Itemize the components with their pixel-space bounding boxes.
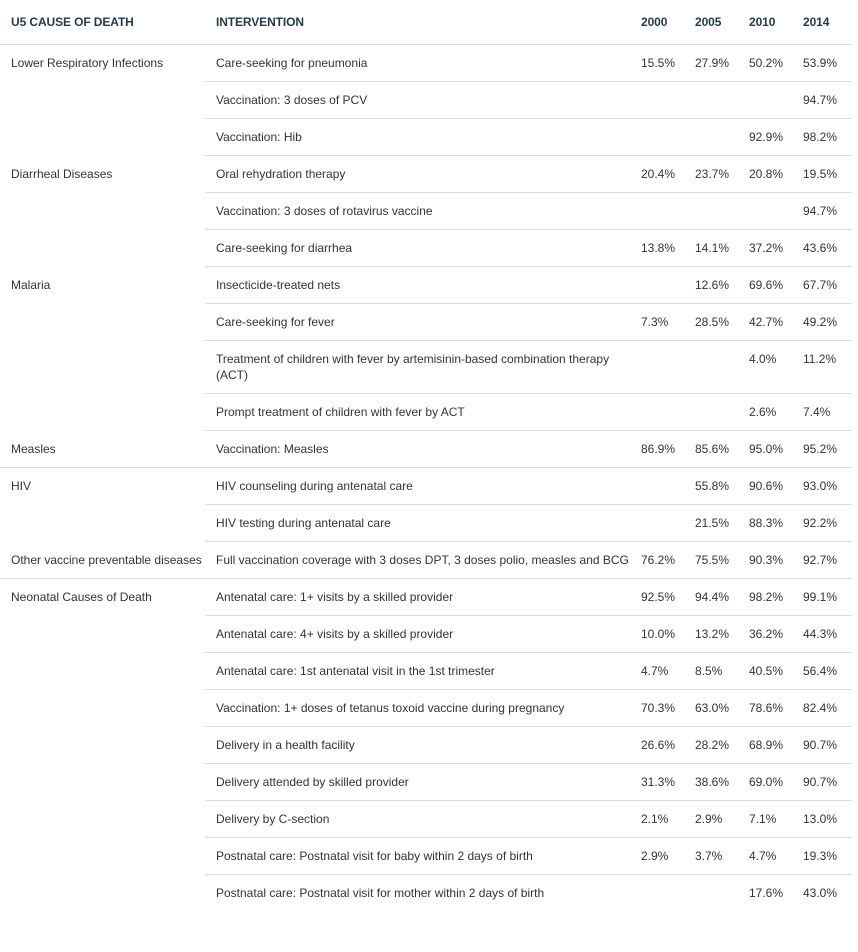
value-cell-2010: 78.6%: [743, 690, 797, 727]
cause-cell: Diarrheal Diseases: [11, 166, 113, 181]
header-cause: U5 CAUSE OF DEATH: [0, 0, 205, 45]
value-cell-2005: 85.6%: [689, 431, 743, 468]
intervention-cell: Delivery attended by skilled provider: [205, 764, 635, 801]
table-row: [0, 45, 852, 82]
intervention-cell: Oral rehydration therapy: [205, 156, 635, 193]
value-cell-2005: [689, 394, 743, 431]
value-cell-2010: 42.7%: [743, 304, 797, 341]
value-cell-2014: 98.2%: [797, 119, 852, 156]
intervention-cell: Antenatal care: 1st antenatal visit in the 1st trimester: [205, 653, 635, 690]
value-cell-2010: 17.6%: [749, 886, 784, 900]
value-cell-2005: 94.4%: [689, 579, 743, 616]
cause-cell: HIV: [11, 479, 32, 493]
value-cell-2010: 68.9%: [743, 727, 797, 764]
table-row: [0, 431, 852, 468]
value-cell-2005: 3.7%: [689, 838, 743, 875]
intervention-cell: Vaccination: Hib: [205, 119, 635, 156]
value-cell-2010: 2.6%: [743, 394, 797, 431]
intervention-cell: Vaccination: 3 doses of rotavirus vaccine: [205, 193, 635, 230]
value-cell-2005: 2.9%: [689, 801, 743, 838]
value-cell-2010: 40.5%: [743, 653, 797, 690]
value-cell-2014: 94.7%: [797, 82, 852, 119]
intervention-cell: Vaccination: 1+ doses of tetanus toxoid vaccine during pregnancy: [205, 690, 635, 727]
table-row: [0, 267, 852, 304]
value-cell-2010: 88.3%: [743, 505, 797, 542]
value-cell-2005: 63.0%: [689, 690, 743, 727]
value-cell-2014: 94.7%: [797, 193, 852, 230]
value-cell-2000: 86.9%: [635, 431, 689, 468]
value-cell-2005: 23.7%: [689, 156, 743, 193]
value-cell-2010: 90.6%: [743, 468, 797, 505]
intervention-cell: Insecticide-treated nets: [205, 267, 635, 304]
value-cell-2014: 93.0%: [797, 468, 852, 505]
value-cell-2000: [635, 82, 689, 119]
value-cell-2000: 10.0%: [635, 616, 689, 653]
cause-cell: Malaria: [11, 277, 51, 292]
value-cell-2014: 7.4%: [797, 394, 852, 431]
value-cell-2005: 27.9%: [689, 45, 743, 82]
intervention-cell: Treatment of children with fever by artemisinin-based combination therapy (ACT): [205, 341, 635, 394]
value-cell-2014: 11.2%: [797, 341, 852, 394]
value-cell-2014: 49.2%: [797, 304, 852, 341]
value-cell-2005: 13.2%: [689, 616, 743, 653]
value-cell-2014: 43.0%: [803, 886, 838, 900]
value-cell-2000: 15.5%: [635, 45, 689, 82]
value-cell-2010: 37.2%: [743, 230, 797, 267]
intervention-cell: Antenatal care: 4+ visits by a skilled provider: [205, 616, 635, 653]
value-cell-2010: 69.0%: [743, 764, 797, 801]
value-cell-2014: 90.7%: [797, 727, 852, 764]
value-cell-2005: 21.5%: [689, 505, 743, 542]
value-cell-2000: 4.7%: [635, 653, 689, 690]
value-cell-2000: [635, 468, 689, 505]
value-cell-2005: [689, 82, 743, 119]
value-cell-2000: [635, 193, 689, 230]
value-cell-2000: 13.8%: [635, 230, 689, 267]
value-cell-2014: 19.3%: [797, 838, 852, 875]
intervention-cell: Full vaccination coverage with 3 doses DPT, 3 doses polio, measles and BCG: [205, 542, 635, 579]
intervention-cell: Delivery in a health facility: [205, 727, 635, 764]
value-cell-2005: 12.6%: [689, 267, 743, 304]
value-cell-2000: 2.9%: [635, 838, 689, 875]
value-cell-2010: 36.2%: [743, 616, 797, 653]
value-cell-2010: 98.2%: [743, 579, 797, 616]
value-cell-2010: [743, 193, 797, 230]
value-cell-2010: 20.8%: [743, 156, 797, 193]
header-year-2005: 2005: [689, 0, 743, 45]
value-cell-2005: 75.5%: [689, 542, 743, 579]
table-row: [0, 579, 852, 616]
intervention-cell: Vaccination: Measles: [205, 431, 635, 468]
cause-cell: Lower Respiratory Infections: [11, 56, 164, 70]
value-cell-2014: 13.0%: [797, 801, 852, 838]
intervention-cell: Vaccination: 3 doses of PCV: [205, 82, 635, 119]
value-cell-2010: 4.7%: [743, 838, 797, 875]
value-cell-2005: 55.8%: [689, 468, 743, 505]
value-cell-2000: [635, 394, 689, 431]
cause-cell: Measles: [0, 431, 205, 468]
header-year-2000: 2000: [635, 0, 689, 45]
intervention-cell: Postnatal care: Postnatal visit for baby within 2 days of birth: [205, 838, 635, 875]
value-cell-2010: 50.2%: [743, 45, 797, 82]
value-cell-2000: 7.3%: [635, 304, 689, 341]
value-cell-2000: 26.6%: [635, 727, 689, 764]
value-cell-2005: 8.5%: [689, 653, 743, 690]
value-cell-2010: 4.0%: [743, 341, 797, 394]
value-cell-2010: 92.9%: [743, 119, 797, 156]
table-row: [0, 542, 852, 579]
value-cell-2000: [635, 875, 689, 912]
value-cell-2005: [689, 875, 743, 912]
value-cell-2005: 28.2%: [689, 727, 743, 764]
value-cell-2014: 92.7%: [797, 542, 852, 579]
table-row: [0, 156, 852, 193]
value-cell-2010: [743, 82, 797, 119]
value-cell-2014: 82.4%: [797, 690, 852, 727]
value-cell-2000: 76.2%: [635, 542, 689, 579]
value-cell-2000: [635, 119, 689, 156]
value-cell-2005: [689, 193, 743, 230]
intervention-cell: Prompt treatment of children with fever by ACT: [205, 394, 635, 431]
value-cell-2000: 70.3%: [635, 690, 689, 727]
value-cell-2014: 67.7%: [797, 267, 852, 304]
value-cell-2000: [635, 267, 689, 304]
value-cell-2010: 7.1%: [743, 801, 797, 838]
value-cell-2005: [689, 341, 743, 394]
table-body: [0, 45, 852, 912]
value-cell-2014: 92.2%: [797, 505, 852, 542]
value-cell-2014: 53.9%: [797, 45, 852, 82]
intervention-cell: Care-seeking for pneumonia: [205, 45, 635, 82]
header-intervention: INTERVENTION: [205, 0, 635, 45]
value-cell-2010: 69.6%: [743, 267, 797, 304]
value-cell-2000: 20.4%: [635, 156, 689, 193]
value-cell-2000: 92.5%: [635, 579, 689, 616]
value-cell-2014: 56.4%: [797, 653, 852, 690]
header-year-2010: 2010: [743, 0, 797, 45]
table-row: [0, 468, 852, 505]
value-cell-2010: 90.3%: [743, 542, 797, 579]
intervention-cell: Postnatal care: Postnatal visit for mother within 2 days of birth: [216, 886, 545, 900]
intervention-cell: Antenatal care: 1+ visits by a skilled provider: [205, 579, 635, 616]
value-cell-2014: 44.3%: [797, 616, 852, 653]
value-cell-2005: 38.6%: [689, 764, 743, 801]
value-cell-2005: 28.5%: [689, 304, 743, 341]
header-row: [0, 0, 852, 45]
value-cell-2005: 14.1%: [689, 230, 743, 267]
intervention-cell: HIV counseling during antenatal care: [205, 468, 635, 505]
intervention-cell: Care-seeking for fever: [205, 304, 635, 341]
cause-cell: Neonatal Causes of Death: [11, 590, 152, 604]
cause-cell: Other vaccine preventable diseases: [0, 542, 205, 579]
intervention-cell: Care-seeking for diarrhea: [205, 230, 635, 267]
value-cell-2000: 31.3%: [635, 764, 689, 801]
intervention-cell: Delivery by C-section: [205, 801, 635, 838]
value-cell-2014: 43.6%: [797, 230, 852, 267]
value-cell-2000: [635, 341, 689, 394]
value-cell-2000: 2.1%: [635, 801, 689, 838]
value-cell-2014: 19.5%: [797, 156, 852, 193]
intervention-cell: HIV testing during antenatal care: [205, 505, 635, 542]
value-cell-2014: 99.1%: [797, 579, 852, 616]
value-cell-2010: 95.0%: [743, 431, 797, 468]
header-year-2014: 2014: [797, 0, 852, 45]
value-cell-2005: [689, 119, 743, 156]
value-cell-2014: 90.7%: [797, 764, 852, 801]
value-cell-2014: 95.2%: [797, 431, 852, 468]
value-cell-2000: [635, 505, 689, 542]
